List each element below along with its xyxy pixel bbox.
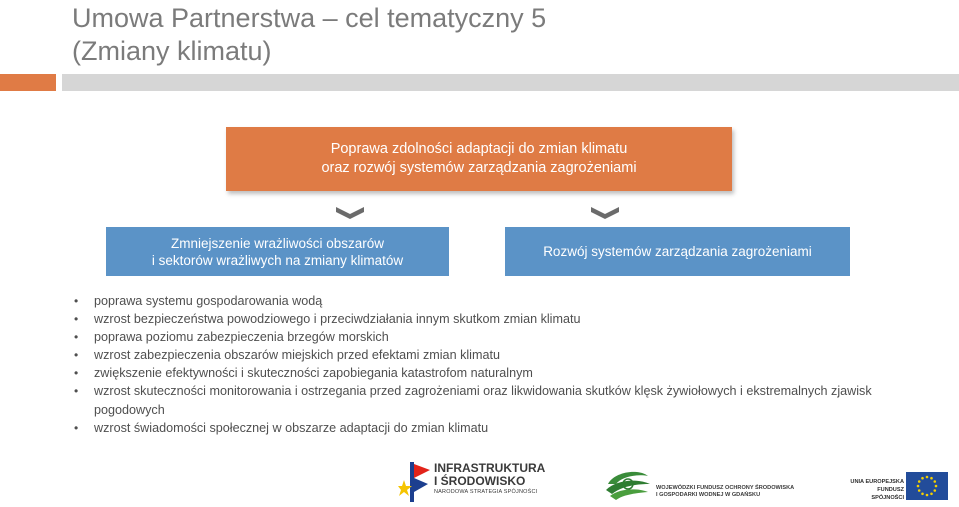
main-goal-box [226, 127, 732, 191]
eu-cohesion-fund-logo [840, 470, 952, 502]
eu-star-icon [918, 480, 921, 483]
title-rule-accent [0, 74, 56, 91]
list-item: • wzrost zabezpieczenia obszarów miejskich przed efektami zmian klimatu [74, 346, 934, 364]
eu-star-icon [918, 489, 921, 492]
sub-goal-right-line1: Rozwój systemów zarządzania zagrożeniami [543, 244, 812, 259]
bullet-list [74, 292, 934, 437]
list-item: • poprawa systemu gospodarowania wodą [74, 292, 934, 310]
eu-star-icon [935, 485, 938, 488]
slide-title-line1: Umowa Partnerstwa – cel tematyczny 5 [72, 3, 547, 33]
eu-star-icon [926, 476, 929, 479]
eu-logo-line2: FUNDUSZ SPÓJNOŚCI [871, 487, 904, 501]
eu-star-icon [921, 492, 924, 495]
wfos-gdansk-logo [604, 466, 796, 502]
list-item: • zwiększenie efektywności i skuteczności zapobiegania katastrofom naturalnym [74, 364, 934, 382]
is-logo-text [434, 462, 545, 496]
chevron-down-icon [590, 206, 620, 220]
eu-star-icon [933, 480, 936, 483]
wfos-logo-text [656, 485, 794, 499]
is-logo-line1: INFRASTRUKTURA [434, 461, 546, 475]
chevron-down-icon [335, 206, 365, 220]
list-item: • poprawa poziomu zabezpieczenia brzegów morskich [74, 328, 934, 346]
eu-star-icon [926, 494, 929, 497]
eu-star-icon [921, 477, 924, 480]
sub-goal-left-line1: Zmniejszenie wrażliwości obszarów [170, 235, 385, 251]
eu-star-icon [930, 492, 933, 495]
list-item: • wzrost świadomości społecznej w obszarze adaptacji do zmian klimatu [74, 419, 934, 437]
eu-logo-line1: UNIA EUROPEJSKA [850, 479, 904, 485]
is-logo-tagline: NARODOWA STRATEGIA SPÓJNOŚCI [434, 489, 538, 495]
sub-goal-box-vulnerability [106, 227, 449, 276]
eu-star-icon [917, 485, 920, 488]
flag-star-icon [398, 460, 432, 504]
is-logo-line2: I ŚRODOWISKO [434, 474, 526, 488]
main-goal-line2: oraz rozwój systemów zarządzania zagrożeniami [321, 160, 637, 176]
wfos-emblem-icon [604, 466, 652, 502]
wfos-logo-line1: WOJEWÓDZKI FUNDUSZ OCHRONY ŚRODOWISKA [656, 485, 795, 491]
eu-star-icon [930, 477, 933, 480]
sub-goal-left-line2: i sektorów wrażliwych na zmiany klimatów [151, 252, 404, 268]
eu-star-icon [933, 489, 936, 492]
infrastruktura-srodowisko-logo [398, 460, 546, 504]
slide-title [72, 2, 942, 68]
sub-goal-box-risk-management [505, 227, 850, 276]
slide-title-line2: (Zmiany klimatu) [72, 36, 272, 66]
wfos-logo-line2: I GOSPODARKI WODNEJ W GDAŃSKU [656, 492, 761, 498]
main-goal-line1: Poprawa zdolności adaptacji do zmian klimatu [330, 141, 628, 157]
list-item: • wzrost skuteczności monitorowania i ostrzegania przed zagrożeniami oraz likwidowania skutków klęsk żywiołowych i ekstremalnych zjawisk pogodowych [74, 382, 934, 418]
eu-logo-text [844, 478, 904, 502]
eu-flag-icon [906, 472, 948, 500]
list-item: • wzrost bezpieczeństwa powodziowego i przeciwdziałania innym skutkom zmian klimatu [74, 310, 934, 328]
title-rule-bar [62, 74, 959, 91]
